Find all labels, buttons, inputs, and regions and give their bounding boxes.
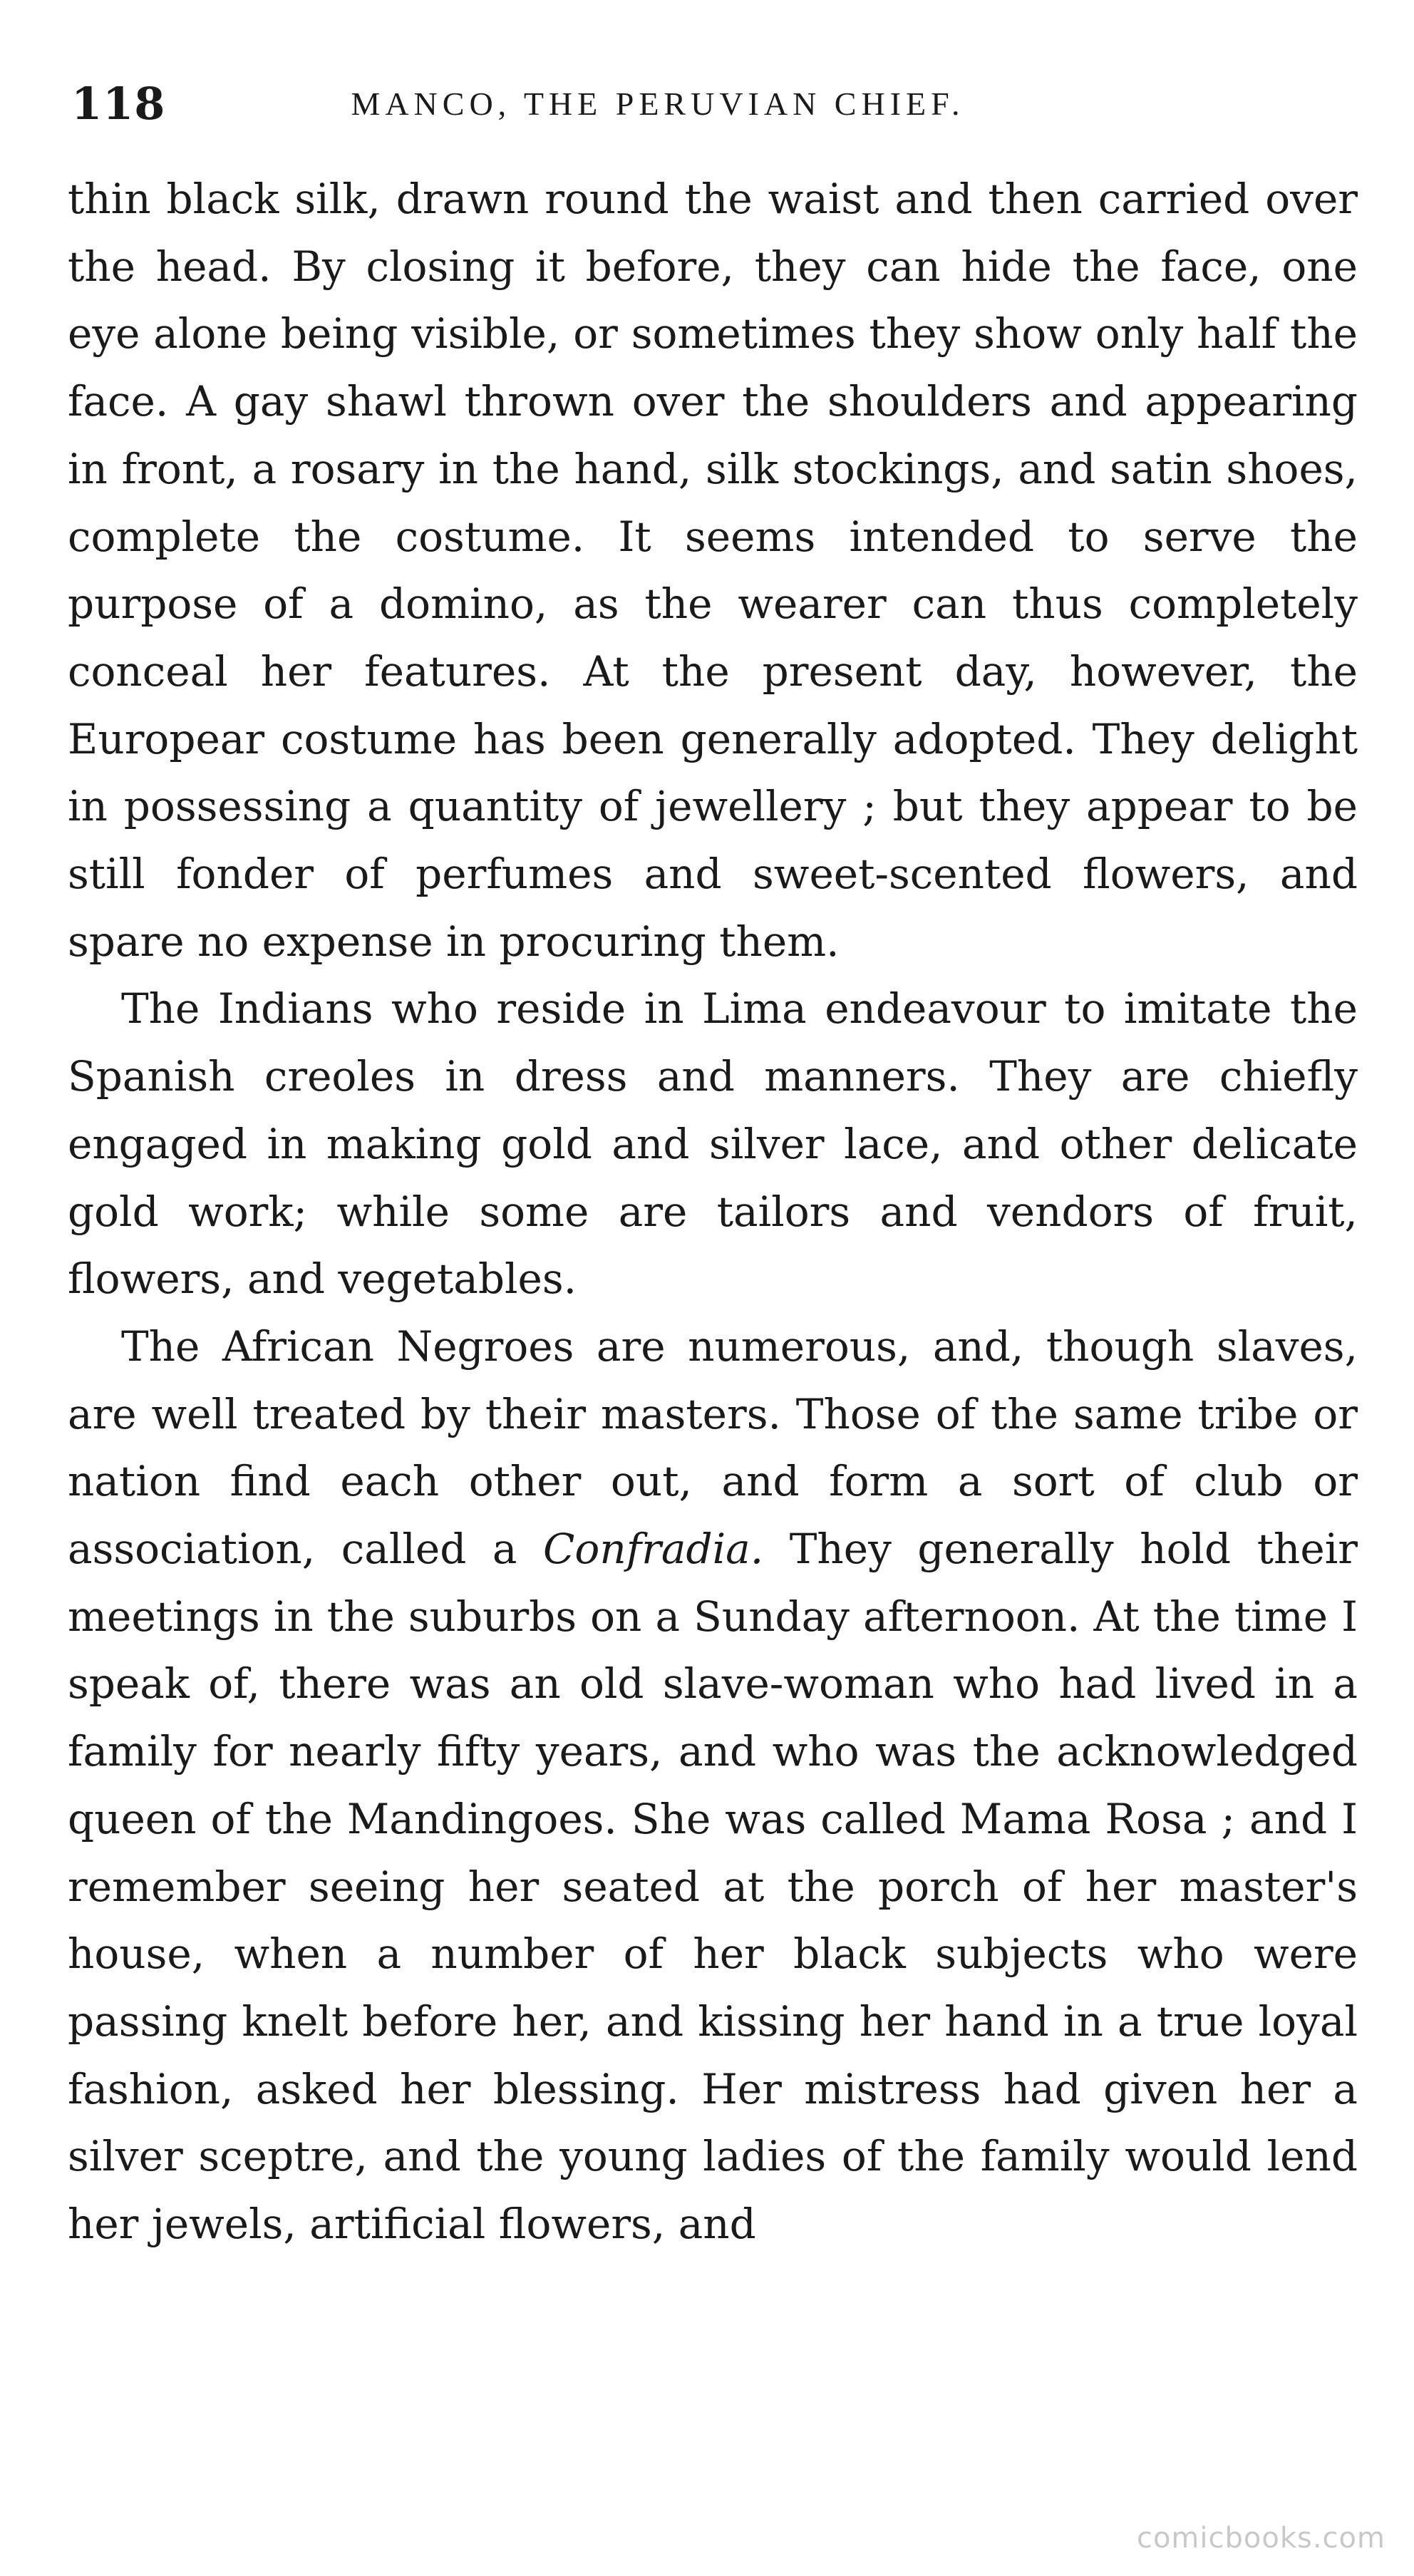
italic-term: Confradia. [543, 1525, 764, 1574]
body-text [68, 165, 1358, 2258]
page-header [71, 71, 1346, 135]
paragraph-continued [68, 165, 1358, 975]
paragraph-negroes [68, 1313, 1358, 2258]
running-title: MANCO, THE PERUVIAN CHIEF. [351, 85, 965, 122]
watermark: comicbooks.com [1136, 2522, 1385, 2555]
paragraph-text: They generally hold their meetings in the suburbs on a Sunday afternoon. At the time I speak of, there was an old slave-woman who had lived in a family for nearly fifty years, and who was the acknowledged queen of the Mandingoes. She was called Mama Rosa ; and I remember seeing her seated at the porch of her master's house, when a number of her black subjects who were passing knelt before her, and kissing her hand in a true loyal fashion, asked her blessing. Her mistress had given her a silver sceptre, and the young ladies of the family would lend her jewels, artificial flowers, and [68, 1525, 1358, 2249]
paragraph-indians [68, 975, 1358, 1313]
paragraph-text: The Indians who reside in Lima endeavour to imitate the Spanish creoles in dress and manners. They are chiefly engaged in making gold and silver lace, and other delicate gold work; while some are tailors and vendors of fruit, flowers, and vegetables. [68, 984, 1358, 1304]
page-number: 118 [71, 77, 166, 130]
paragraph-text: The African Negroes are numerous, and, though slaves, are well treated by their masters. Those of the same tribe or nation find each other out, and form a sort of club or association, called a [68, 1322, 1358, 1574]
paragraph-text: thin black silk, drawn round the waist and then carried over the head. By closing it before, they can hide the face, one eye alone being visible, or sometimes they show only half the face. A gay shawl thrown over the shoulders and appearing in front, a rosary in the hand, silk stockings, and satin shoes, complete the costume. It seems intended to serve the purpose of a domino, as the wearer can thus completely conceal her features. At the present day, however, the Europear costume has been generally adopted. They delight in possessing a quantity of jewellery ; but they appear to be still fonder of perfumes and sweet-scented flowers, and spare no expense in procuring them. [68, 175, 1358, 966]
